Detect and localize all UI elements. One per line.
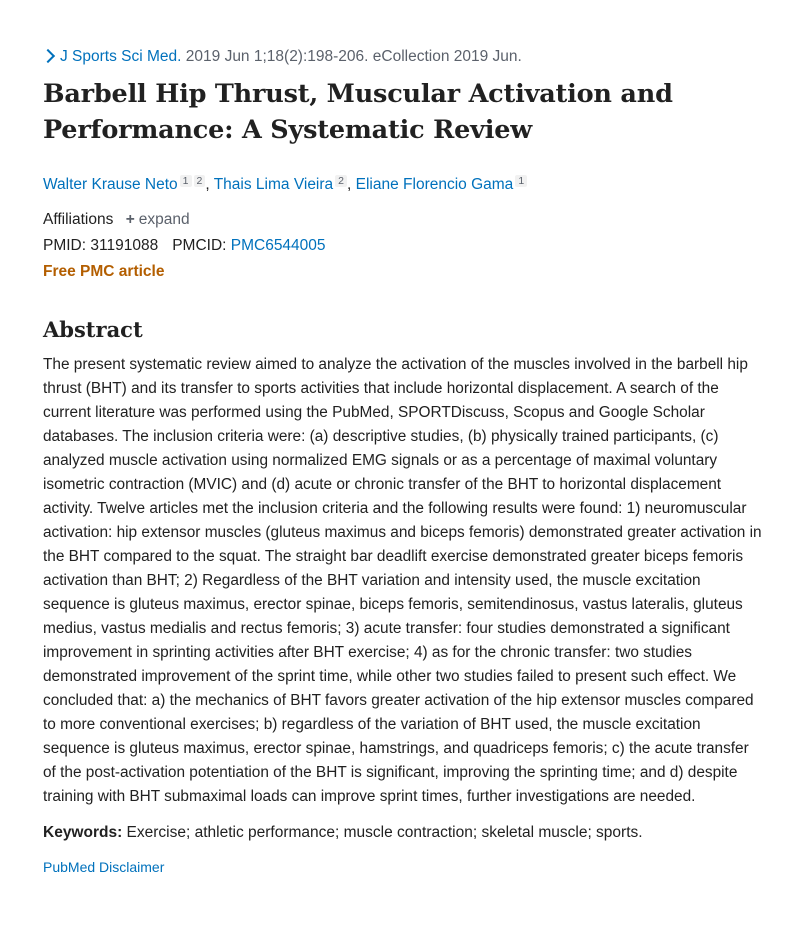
author-separator: , [205,176,214,193]
expand-label: expand [138,211,190,228]
chevron-right-icon[interactable] [41,49,55,63]
keywords-label: Keywords: [43,824,123,841]
free-pmc-article-badge: Free PMC article [43,263,165,280]
affiliation-ref[interactable]: 2 [194,175,206,187]
plus-icon: + [125,211,135,228]
article-title: Barbell Hip Thrust, Muscular Activation and Performance: A Systematic Review [43,79,673,145]
author-separator: , [347,176,356,193]
pmid-label: PMID: [43,237,87,254]
author-link[interactable]: Eliane Florencio Gama [355,176,514,193]
author-link[interactable]: Thais Lima Vieira [213,176,334,193]
author-link[interactable]: Walter Krause Neto [43,176,178,193]
affiliation-ref[interactable]: 1 [515,175,527,187]
keywords-row [43,821,765,845]
pmcid-link[interactable]: PMC6544005 [230,237,326,254]
identifiers-row [43,233,765,259]
abstract-heading: Abstract [43,317,143,342]
keywords-text: Exercise; athletic performance; muscle contraction; skeletal muscle; sports. [122,824,643,841]
citation-line [43,44,765,70]
affiliations-row [43,207,765,233]
author-list [43,168,765,198]
affiliation-ref[interactable]: 2 [335,175,347,187]
article-page [43,44,765,877]
affiliation-ref[interactable]: 1 [180,175,192,187]
journal-link[interactable]: J Sports Sci Med. [60,48,182,65]
pmcid-label: PMCID: [172,237,227,254]
affiliations-label: Affiliations [43,211,114,228]
abstract-text: The present systematic review aimed to analyze the activation of the muscles involved in the barbell hip thrust (BHT) and its transfer to sports activities that include horizontal displacement. A search of the current literature was performed using the PubMed, SPORTDiscuss, Scopus and Google Scholar databases. The inclusion criteria were: (a) descriptive studies, (b) physically trained participants, (c) analyzed muscle activation using normalized EMG signals or as a percentage of maximal voluntary isometric contraction (MVIC) and (d) acute or chronic transfer of the BHT to horizontal displacement activity. Twelve articles met the inclusion criteria and the following results were found: 1) neuromuscular activation: hip extensor muscles (gluteus maximus and biceps femoris) demonstrated greater activation in the BHT compared to the squat. The straight bar deadlift exercise demonstrated greater biceps femoris activation than BHT; 2) Regardless of the BHT variation and intensity used, the muscle excitation sequence is gluteus maximus, erector spinae, biceps femoris, semitendinosus, vastus lateralis, gluteus medius, vastus medialis and rectus femoris; 3) acute transfer: four studies demonstrated a significant improvement in sprinting activities after BHT exercise; 4) as for the chronic transfer: two studies demonstrated improvement of the sprint time, while other two studies failed to present such effect. We concluded that: a) the mechanics of BHT favors greater activation of the hip extensor muscles compared to more conventional exercises; b) regardless of the variation of BHT used, the muscle excitation sequence is gluteus maximus, erector spinae, hamstrings, and quadriceps femoris; c) the acute transfer of the post-activation potentiation of the BHT is significant, improving the sprinting time; and d) despite training with BHT submaximal loads can improve sprint times, further investigations are needed. [43,356,762,805]
pubmed-disclaimer-link[interactable]: PubMed Disclaimer [43,859,165,875]
affiliations-expand-button[interactable] [126,211,190,228]
citation-details: 2019 Jun 1;18(2):198-206. eCollection 2019 Jun. [181,48,522,65]
pmid-value: 31191088 [90,237,159,254]
